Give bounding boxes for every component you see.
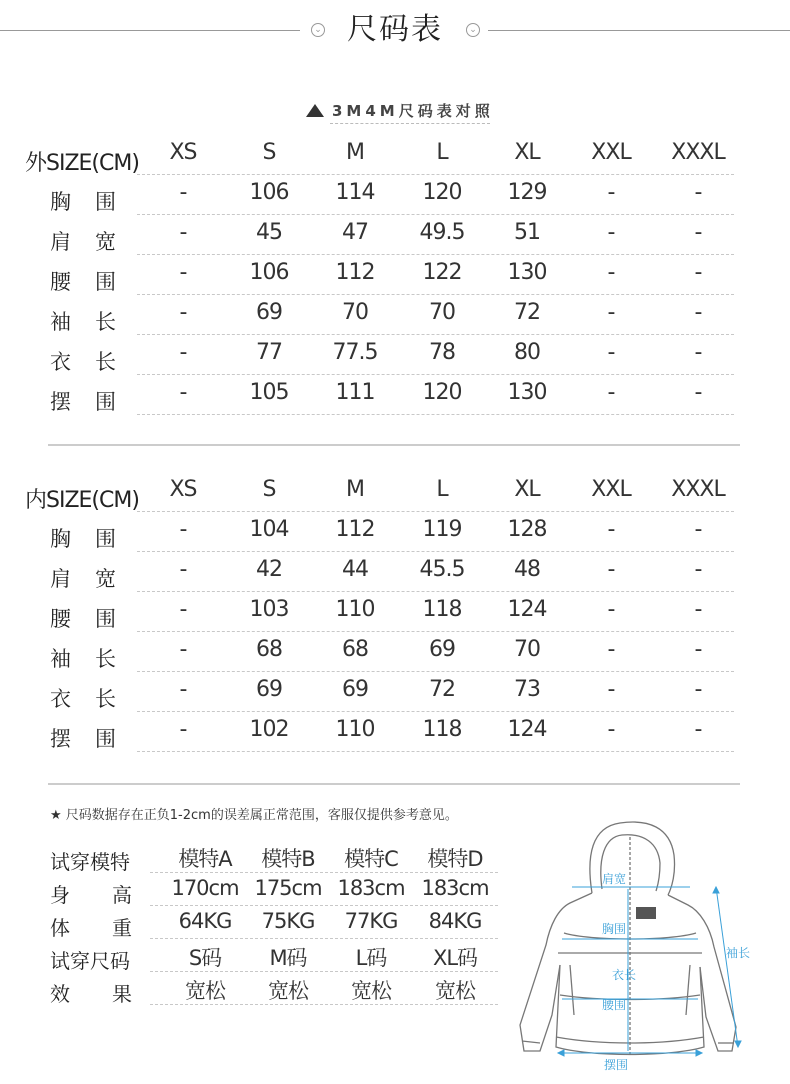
table-cell: - <box>694 677 702 702</box>
size-column-header: S <box>262 140 276 165</box>
row-label-text: 试穿模特 <box>50 850 130 874</box>
size-column-header: XXL <box>591 140 631 165</box>
row-label-char: 宽 <box>95 567 116 591</box>
model-row <box>0 945 520 979</box>
row-dash <box>137 711 734 712</box>
table-cell: - <box>607 557 615 582</box>
row-dash <box>137 551 734 552</box>
model-cell: L码 <box>355 946 387 970</box>
table-cell: 120 <box>422 180 462 205</box>
subtitle-text: 3M4M尺码表对照 <box>332 102 494 120</box>
table-cell: 112 <box>335 260 375 285</box>
row-label-text: 重 <box>112 916 132 940</box>
row-label-char: 围 <box>95 727 116 751</box>
table-cell: - <box>694 300 702 325</box>
row-label-text: 果 <box>112 982 132 1006</box>
model-cell: 模特C <box>344 847 398 871</box>
table-cell: - <box>694 180 702 205</box>
table-cell: 120 <box>422 380 462 405</box>
size-column-header: XL <box>514 477 540 502</box>
row-dash <box>137 631 734 632</box>
size-column-header: S <box>262 477 276 502</box>
row-label-char: 围 <box>95 270 116 294</box>
row-label <box>50 523 116 553</box>
row-label-char: 围 <box>95 527 116 551</box>
size-column-header: XS <box>169 477 197 502</box>
table-cell: 105 <box>249 380 289 405</box>
row-label-char: 摆 <box>50 390 71 414</box>
table-cell: - <box>607 637 615 662</box>
table-cell: 112 <box>335 517 375 542</box>
row-label-char: 袖 <box>50 647 71 671</box>
row-label-char: 腰 <box>50 607 71 631</box>
table-cell: 51 <box>514 220 540 245</box>
row-label-text: 体 <box>50 916 70 940</box>
row-label <box>50 945 132 974</box>
model-cell: 183cm <box>421 876 489 900</box>
table-cell: 78 <box>429 340 455 365</box>
size-column-header: L <box>436 477 448 502</box>
table-cell: - <box>179 220 187 245</box>
model-row <box>0 909 520 946</box>
size-column-header: L <box>436 140 448 165</box>
table-cell: - <box>179 180 187 205</box>
size-column-header: XXL <box>591 477 631 502</box>
table-header-label: 内SIZE(CM) <box>25 488 139 513</box>
table-cell: 47 <box>342 220 368 245</box>
divider <box>48 783 740 785</box>
model-cell: S码 <box>188 946 222 970</box>
table-cell: - <box>694 517 702 542</box>
row-label-char: 衣 <box>50 350 71 374</box>
table-cell: 70 <box>342 300 368 325</box>
row-label-char: 长 <box>95 647 116 671</box>
row-label <box>50 226 116 256</box>
table-cell: 70 <box>514 637 540 662</box>
row-label <box>50 603 116 633</box>
row-dash <box>137 511 734 512</box>
row-label-char: 肩 <box>50 567 71 591</box>
table-cell: - <box>179 597 187 622</box>
row-label <box>50 978 132 1007</box>
row-label-char: 围 <box>95 390 116 414</box>
table-cell: - <box>607 380 615 405</box>
table-cell: 124 <box>507 597 547 622</box>
row-label <box>50 723 116 753</box>
chevron-down-icon: ⌄ <box>466 23 480 37</box>
divider <box>48 444 740 446</box>
page-title: 尺码表 <box>347 12 443 47</box>
model-cell: 宽松 <box>351 979 391 1003</box>
table-cell: - <box>179 677 187 702</box>
row-dash <box>137 591 734 592</box>
table-cell: 80 <box>514 340 540 365</box>
model-cell: 77KG <box>344 909 398 933</box>
row-label <box>50 186 116 216</box>
table-cell: 44 <box>342 557 368 582</box>
model-cell: 175cm <box>254 876 322 900</box>
model-cell: 宽松 <box>268 979 308 1003</box>
table-cell: 118 <box>422 717 462 742</box>
size-note: ★ 尺码数据存在正负1-2cm的误差属正常范围，客服仅提供参考意见。 <box>50 808 458 823</box>
row-label-text: 效 <box>50 982 70 1006</box>
row-dash <box>137 751 734 752</box>
table-cell: - <box>179 637 187 662</box>
table-cell: 48 <box>514 557 540 582</box>
row-label <box>50 912 132 941</box>
chevron-down-icon: ⌄ <box>311 23 325 37</box>
row-dash <box>137 294 734 295</box>
row-label <box>50 346 116 376</box>
model-cell: 宽松 <box>435 979 475 1003</box>
table-cell: 118 <box>422 597 462 622</box>
table-header-label: 外SIZE(CM) <box>25 151 139 176</box>
table-cell: - <box>694 380 702 405</box>
table-cell: - <box>179 300 187 325</box>
model-table <box>0 846 520 1016</box>
diagram-label-waist: 腰围 <box>602 998 627 1012</box>
row-dash <box>137 214 734 215</box>
model-cell: 模特B <box>261 847 315 871</box>
table-cell: 69 <box>429 637 455 662</box>
row-label <box>50 846 132 875</box>
table-cell: - <box>694 597 702 622</box>
table-cell: - <box>179 380 187 405</box>
table-cell: 69 <box>256 677 282 702</box>
table-cell: - <box>607 340 615 365</box>
row-label <box>50 879 132 908</box>
table-cell: 42 <box>256 557 282 582</box>
row-dash <box>150 905 498 906</box>
table-cell: - <box>694 260 702 285</box>
table-cell: 129 <box>507 180 547 205</box>
row-label <box>50 306 116 336</box>
size-column-header: XL <box>514 140 540 165</box>
row-label <box>50 643 116 673</box>
row-label-text: 试穿尺码 <box>50 949 130 973</box>
table-cell: - <box>179 260 187 285</box>
table-cell: - <box>607 717 615 742</box>
row-label-char: 摆 <box>50 727 71 751</box>
table-cell: - <box>694 340 702 365</box>
model-cell: 宽松 <box>185 979 225 1003</box>
subtitle-underline <box>330 123 490 124</box>
row-label-char: 肩 <box>50 230 71 254</box>
table-cell: - <box>607 260 615 285</box>
model-cell: 84KG <box>428 909 482 933</box>
model-cell: 64KG <box>178 909 232 933</box>
row-dash <box>137 414 734 415</box>
table-cell: 72 <box>514 300 540 325</box>
model-cell: 183cm <box>337 876 405 900</box>
row-label-char: 衣 <box>50 687 71 711</box>
jacket-diagram <box>510 815 780 1077</box>
table-cell: - <box>607 300 615 325</box>
table-cell: 68 <box>342 637 368 662</box>
model-cell: XL码 <box>432 946 478 970</box>
table-cell: 69 <box>342 677 368 702</box>
row-label-text: 身 <box>50 883 70 907</box>
diagram-label-shoulder: 肩宽 <box>602 872 627 886</box>
row-dash <box>137 254 734 255</box>
row-label-char: 胸 <box>50 527 71 551</box>
size-column-header: M <box>346 477 364 502</box>
table-cell: - <box>607 517 615 542</box>
table-cell: - <box>607 180 615 205</box>
table-cell: 124 <box>507 717 547 742</box>
table-cell: - <box>179 340 187 365</box>
table-cell: 128 <box>507 517 547 542</box>
table-row <box>0 717 790 763</box>
model-cell: M码 <box>269 946 307 970</box>
mountain-icon <box>306 104 324 117</box>
size-column-header: M <box>346 140 364 165</box>
table-cell: 70 <box>429 300 455 325</box>
size-column-header: XS <box>169 140 197 165</box>
diagram-label-length: 衣长 <box>612 968 637 982</box>
table-cell: - <box>179 717 187 742</box>
row-label <box>50 386 116 416</box>
table-cell: 72 <box>429 677 455 702</box>
table-cell: 45 <box>256 220 282 245</box>
row-label-char: 胸 <box>50 190 71 214</box>
table-cell: 77.5 <box>332 340 378 365</box>
table-cell: 119 <box>422 517 462 542</box>
table-cell: 110 <box>335 597 375 622</box>
row-dash <box>137 174 734 175</box>
row-dash <box>137 334 734 335</box>
model-cell: 75KG <box>261 909 315 933</box>
row-label-char: 腰 <box>50 270 71 294</box>
model-cell: 170cm <box>171 876 239 900</box>
row-label-char: 围 <box>95 607 116 631</box>
row-label-char: 长 <box>95 350 116 374</box>
size-column-header: XXXL <box>671 140 725 165</box>
title-line-right <box>488 30 790 31</box>
table-cell: 49.5 <box>419 220 465 245</box>
row-dash <box>137 671 734 672</box>
table-cell: - <box>179 557 187 582</box>
table-cell: 45.5 <box>419 557 465 582</box>
table-cell: 111 <box>335 380 375 405</box>
model-row <box>0 876 520 913</box>
table-cell: 106 <box>249 180 289 205</box>
model-cell: 模特D <box>427 847 483 871</box>
table-cell: - <box>607 597 615 622</box>
row-label-text: 高 <box>112 883 132 907</box>
table-cell: 130 <box>507 380 547 405</box>
table-cell: 68 <box>256 637 282 662</box>
model-cell: 模特A <box>178 847 232 871</box>
diagram-label-hem: 摆围 <box>604 1058 629 1072</box>
table-cell: - <box>694 717 702 742</box>
diagram-label-sleeve: 袖长 <box>726 946 751 960</box>
table-cell: 130 <box>507 260 547 285</box>
row-label <box>50 266 116 296</box>
table-subtitle <box>306 100 494 121</box>
row-dash <box>150 938 498 939</box>
row-dash <box>137 374 734 375</box>
table-cell: 73 <box>514 677 540 702</box>
table-cell: 69 <box>256 300 282 325</box>
model-row <box>0 846 520 880</box>
table-cell: - <box>694 220 702 245</box>
row-label-char: 宽 <box>95 230 116 254</box>
table-cell: 114 <box>335 180 375 205</box>
row-label-char: 长 <box>95 687 116 711</box>
table-cell: 110 <box>335 717 375 742</box>
table-cell: - <box>694 637 702 662</box>
table-cell: 104 <box>249 517 289 542</box>
diagram-label-chest: 胸围 <box>602 922 627 936</box>
table-cell: - <box>607 677 615 702</box>
row-label <box>50 563 116 593</box>
table-cell: - <box>694 557 702 582</box>
model-row <box>0 978 520 1012</box>
table-cell: 122 <box>422 260 462 285</box>
table-cell: - <box>179 517 187 542</box>
row-label-char: 袖 <box>50 310 71 334</box>
table-cell: 103 <box>249 597 289 622</box>
table-row <box>0 380 790 426</box>
table-cell: - <box>607 220 615 245</box>
row-label <box>50 683 116 713</box>
table-cell: 77 <box>256 340 282 365</box>
size-column-header: XXXL <box>671 477 725 502</box>
table-cell: 106 <box>249 260 289 285</box>
row-label-char: 围 <box>95 190 116 214</box>
table-cell: 102 <box>249 717 289 742</box>
row-label-char: 长 <box>95 310 116 334</box>
